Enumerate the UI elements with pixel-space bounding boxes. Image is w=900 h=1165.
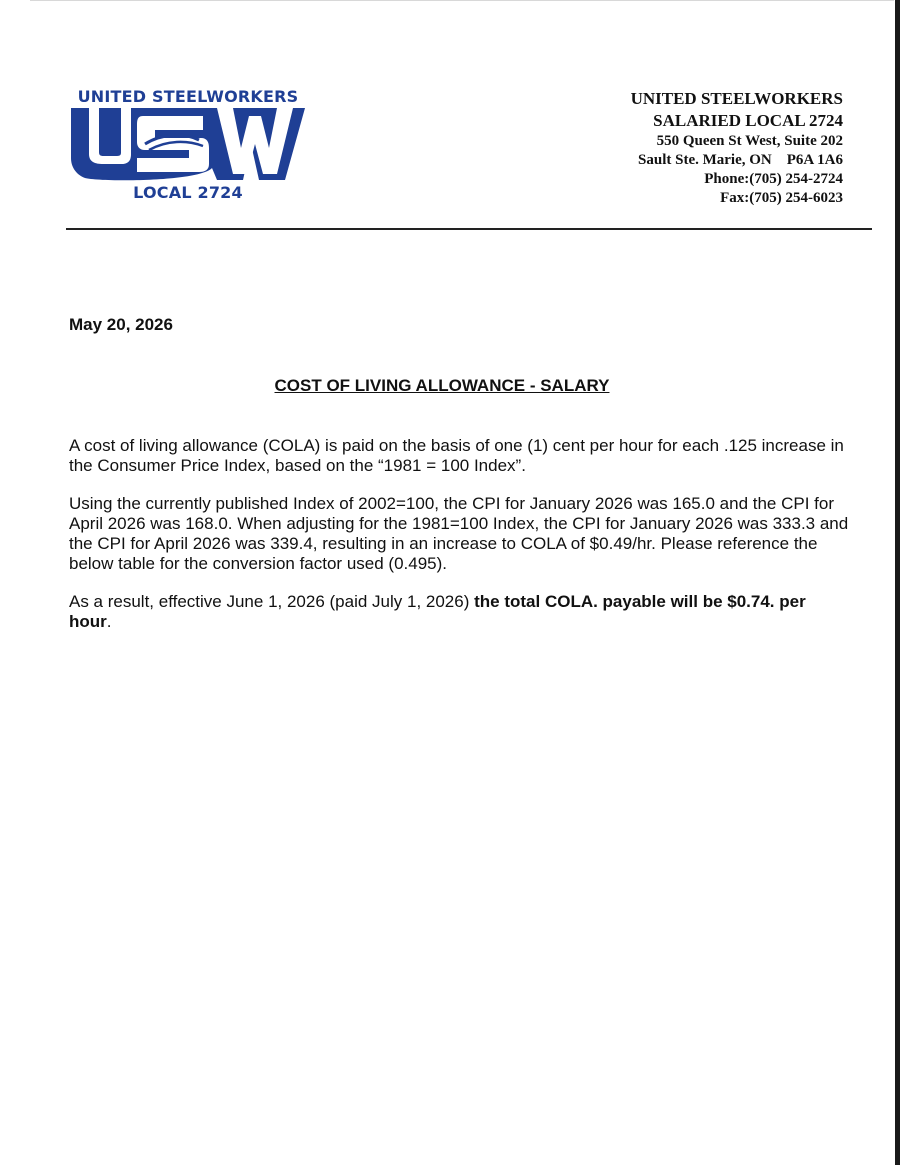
letter-body bbox=[69, 436, 849, 650]
paragraph: A cost of living allowance (COLA) is paid on the basis of one (1) cent per hour for each .125 increase in the Consumer Price Index, based on the “1981 = 100 Index”. bbox=[69, 436, 844, 475]
letter-date: May 20, 2026 bbox=[69, 315, 173, 334]
scan-edge-top bbox=[30, 0, 894, 1]
paragraph bbox=[69, 592, 849, 632]
logo-top-text: UNITED STEELWORKERS bbox=[77, 87, 299, 106]
address-line: UNITED STEELWORKERS bbox=[630, 89, 843, 108]
paragraph-text: . bbox=[106, 612, 112, 631]
header-divider bbox=[66, 228, 872, 230]
scan-edge-right bbox=[895, 0, 900, 1165]
address-line: Fax:(705) 254-6023 bbox=[720, 190, 843, 206]
address-line: 550 Queen St West, Suite 202 bbox=[656, 133, 843, 149]
letter-title: COST OF LIVING ALLOWANCE - SALARY bbox=[274, 376, 610, 395]
paragraph-emphasis: the total COLA. payable will be $0.74. per hour bbox=[69, 592, 806, 631]
usw-mark-icon bbox=[71, 108, 305, 184]
address-line: SALARIED LOCAL 2724 bbox=[653, 111, 843, 130]
paragraph: Using the currently published Index of 2002=100, the CPI for January 2026 was 165.0 and the CPI for April 2026 was 168.0. When adjusting for the 1981=100 Index, the CPI for January 2026 was 333.3 and the CPI for April 2026 was 339.4, resulting in an increase to COLA of $0.49/hr. Please reference the below table for the conversion factor used (0.495). bbox=[69, 494, 849, 573]
address-line: Sault Ste. Marie, ON P6A 1A6 bbox=[638, 152, 843, 168]
paragraph-text: As a result, effective June 1, 2026 (paid July 1, 2026) bbox=[69, 592, 475, 611]
usw-logo bbox=[66, 84, 310, 204]
address-line: Phone:(705) 254-2724 bbox=[704, 171, 843, 187]
letterhead-address bbox=[631, 88, 843, 208]
logo-bottom-text: LOCAL 2724 bbox=[133, 183, 243, 202]
